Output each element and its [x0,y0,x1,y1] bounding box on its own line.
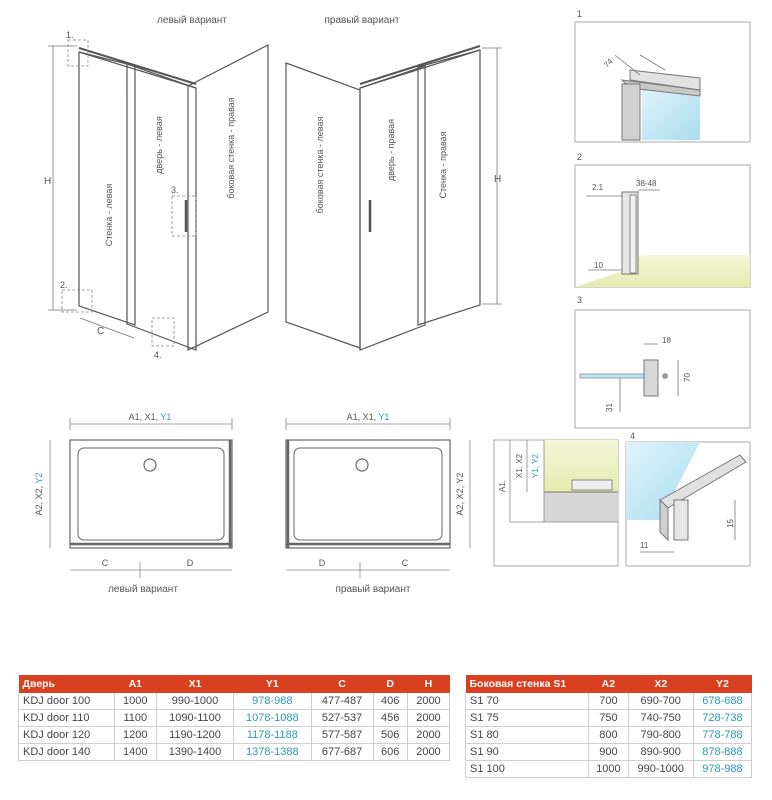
table-cell: S1 70 [466,693,589,710]
table-cell: KDJ door 140 [19,744,115,761]
detail-1-dim: 74 [602,56,615,70]
table-cell: 778-788 [693,727,751,744]
h-label-right: H [494,174,502,185]
callout-3: 3. [171,185,179,195]
table-row [19,744,450,761]
detail-3-dim-a: 18 [662,336,671,345]
floor-dim-a: A1, [498,479,507,493]
table-cell: 406 [373,693,407,710]
left-variant-caption: левый вариант [157,15,227,26]
table-cell: 990-1000 [156,693,233,710]
table-row [19,727,450,744]
table-cell: 456 [373,710,407,727]
side-wall-right-label: боковая стенка - правая [226,97,236,199]
door-header-cell: Дверь [19,675,115,693]
dim-y1: Y1 [160,412,172,422]
detail-2-dim-c: 10 [594,261,603,270]
table-cell: 678-688 [693,693,751,710]
plan-right-caption: правый вариант [335,584,411,595]
dim-y2: Y2 [34,472,44,484]
table-cell: KDJ door 100 [19,693,115,710]
floor-dim-x: X1, X2 [515,453,524,479]
table-cell: 800 [589,727,628,744]
wall-right-label: Стенка - правая [438,131,448,199]
table-row [466,710,752,727]
table-cell: 1390-1400 [156,744,233,761]
door-left-label: дверь - левая [154,116,164,174]
detail-4-dim-a: 15 [726,519,735,528]
plan-left-top-dim [129,412,172,422]
table-cell: KDJ door 120 [19,727,115,744]
side-table-header [466,675,752,693]
door-header-cell: A1 [114,675,156,693]
table-cell: 1178-1188 [234,727,311,744]
dim-a2x2: A2, X2, [34,483,44,516]
table-row [19,710,450,727]
door-right-label: дверь - правая [386,118,396,182]
detail-3 [575,310,750,428]
left-plan-view [50,418,232,578]
side-wall-dimensions-table [465,675,752,778]
table-cell: 2000 [407,744,449,761]
table-cell: 1100 [114,710,156,727]
detail-floor-section [494,440,618,566]
table-cell: 740-750 [628,710,693,727]
plan-left-c: C [101,558,109,568]
table-cell: 2000 [407,693,449,710]
table-cell: KDJ door 110 [19,710,115,727]
side-header-cell: X2 [628,675,693,693]
door-header-cell: C [311,675,373,693]
detail-4-dim-b: 11 [640,541,649,550]
table-row [466,693,752,710]
plan-left-side-dim [34,473,44,516]
table-cell: 1078-1088 [234,710,311,727]
dim-a1x1: A1, X1, [128,412,161,422]
door-header-cell: D [373,675,407,693]
table-cell: 1000 [589,761,628,778]
door-header-cell: X1 [156,675,233,693]
side-wall-left-label: боковая стенка - левая [315,116,325,214]
table-row [19,693,450,710]
table-cell: 700 [589,693,628,710]
right-variant-caption: правый вариант [324,15,400,26]
detail-1-number: 1 [577,9,583,19]
table-cell: 2000 [407,727,449,744]
plan-left-caption: левый вариант [108,584,178,595]
detail-2-dim-a: 2.1 [592,183,604,192]
table-row [466,727,752,744]
table-cell: 728-738 [693,710,751,727]
table-cell: 900 [589,744,628,761]
detail-2-number: 2 [577,152,583,162]
table-cell: 1200 [114,727,156,744]
side-header-cell: Боковая стенка S1 [466,675,589,693]
table-cell: 878-888 [693,744,751,761]
detail-4-number: 4 [630,431,636,441]
detail-2-dim-b: 38-48 [636,179,657,188]
callout-4: 4. [154,350,162,360]
table-cell: 1378-1388 [234,744,311,761]
door-header-cell: H [407,675,449,693]
table-cell: 978-988 [234,693,311,710]
detail-1 [575,22,750,142]
table-cell: 477-487 [311,693,373,710]
door-dimensions-table [18,675,450,761]
c-label-left: C [97,326,105,337]
table-cell: 506 [373,727,407,744]
table-cell: 677-687 [311,744,373,761]
table-cell: S1 90 [466,744,589,761]
floor-dim-y: Y1, Y2 [531,454,540,478]
table-cell: 2000 [407,710,449,727]
table-cell: 606 [373,744,407,761]
detail-3-dim-c: 31 [605,403,614,412]
side-header-cell: Y2 [693,675,751,693]
door-table-body [19,693,450,761]
table-cell: 978-988 [693,761,751,778]
detail-3-dim-b: 70 [683,373,692,382]
door-header-cell: Y1 [234,675,311,693]
table-cell: S1 80 [466,727,589,744]
table-cell: S1 75 [466,710,589,727]
plan-right-side-dim: A2, X2, Y2 [455,472,465,516]
callout-2: 2. [60,280,68,290]
table-cell: 890-900 [628,744,693,761]
plan-left-d: D [186,558,194,568]
table-row [466,761,752,778]
detail-3-number: 3 [577,295,583,305]
table-cell: 1090-1100 [156,710,233,727]
wall-left-label: Стенка - левая [104,183,114,247]
table-row [466,744,752,761]
door-table-header [19,675,450,693]
table-cell: S1 100 [466,761,589,778]
side-header-cell: A2 [589,675,628,693]
table-cell: 990-1000 [628,761,693,778]
table-cell: 690-700 [628,693,693,710]
table-cell: 577-587 [311,727,373,744]
table-cell: 1000 [114,693,156,710]
dim-y1-right: Y1 [378,412,390,422]
table-cell: 790-800 [628,727,693,744]
plan-right-top-dim [347,412,390,422]
callout-1: 1. [66,30,74,40]
table-cell: 750 [589,710,628,727]
dim-a1x1-right: A1, X1, [346,412,379,422]
h-label-left: H [44,176,52,187]
table-cell: 1400 [114,744,156,761]
side-table-body [466,693,752,778]
plan-right-c: C [401,558,409,568]
right-plan-view [286,418,470,578]
table-cell: 527-537 [311,710,373,727]
table-cell: 1190-1200 [156,727,233,744]
plan-right-d: D [318,558,326,568]
